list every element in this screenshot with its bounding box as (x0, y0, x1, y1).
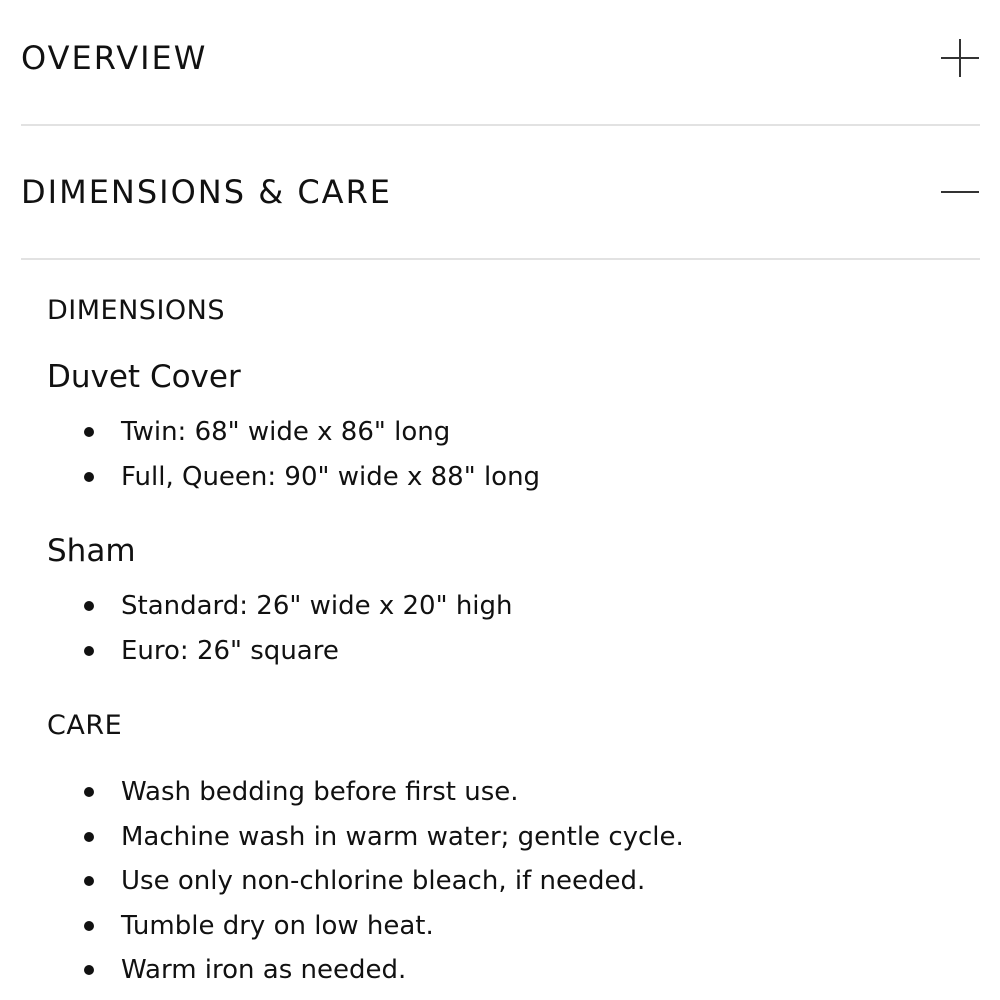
list-item: Tumble dry on low heat. (80, 904, 684, 949)
list-item: Full, Queen: 90" wide x 88" long (80, 455, 540, 500)
care-heading: CARE (47, 710, 123, 741)
dimensions-care-divider (21, 258, 980, 260)
overview-title: OVERVIEW (21, 39, 208, 77)
overview-divider (21, 124, 980, 126)
overview-accordion-header[interactable] (21, 36, 980, 80)
plus-icon[interactable] (940, 38, 980, 78)
minus-icon[interactable] (940, 172, 980, 212)
dimensions-care-accordion-header[interactable] (21, 170, 980, 214)
sham-list (80, 584, 513, 673)
list-item: Twin: 68" wide x 86" long (80, 410, 540, 455)
dimensions-heading: DIMENSIONS (47, 295, 225, 326)
list-item: Warm iron as needed. (80, 948, 684, 993)
list-item: Wash bedding before first use. (80, 770, 684, 815)
list-item: Euro: 26" square (80, 629, 513, 674)
list-item: Machine wash in warm water; gentle cycle. (80, 815, 684, 860)
list-item: Use only non-chlorine bleach, if needed. (80, 859, 684, 904)
duvet-cover-heading: Duvet Cover (47, 359, 241, 395)
list-item: Standard: 26" wide x 20" high (80, 584, 513, 629)
dimensions-care-title: DIMENSIONS & CARE (21, 173, 393, 211)
duvet-cover-list (80, 410, 540, 499)
care-list (80, 770, 684, 993)
sham-heading: Sham (47, 533, 136, 569)
